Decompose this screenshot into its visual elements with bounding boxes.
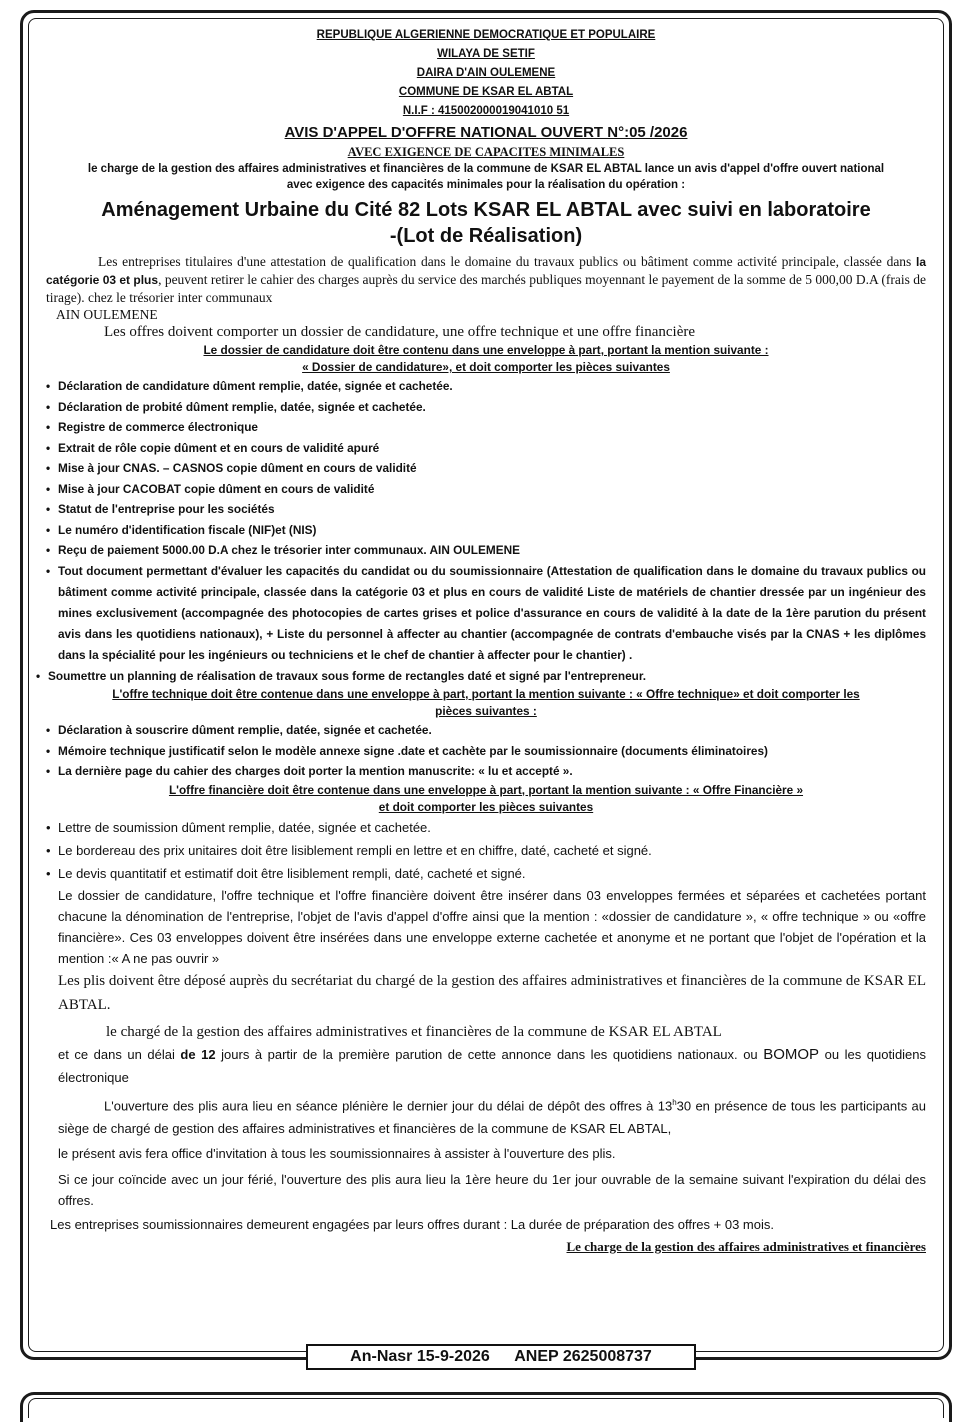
qualification-category: la catégorie 03 et plus — [46, 255, 926, 287]
signature-line: Le charge de la gestion des affaires administratives et financières — [566, 1238, 926, 1254]
publication-footer — [306, 1344, 696, 1370]
qualification-text-1: Les entreprises titulaires d'une attestation de qualification dans le domaine du travaux publics ou bâtiment comme activité principale, classée dans — [98, 254, 916, 269]
header-daira: DAIRA D'AIN OULEMENE — [416, 67, 556, 79]
list-item: • Déclaration de probité dûment remplie, datée, signée et cachetée. — [46, 399, 426, 414]
list-item: • Registre de commerce électronique — [46, 420, 258, 434]
financiere-list — [46, 816, 926, 885]
list-item: • Déclaration à souscrire dûment remplie, datée, signée et cachetée. — [46, 723, 432, 737]
announcement-body — [36, 26, 927, 1257]
list-item: • Mise à jour CACOBAT copie dûment en cours de validité — [46, 481, 375, 496]
qualification-text-2: , peuvent retirer le cahier des charges auprès du service des marchés publiques moyennant le payement de la somme de 5 000,00 D.A (frais de tirage). chez le trésorier inter communaux — [46, 272, 927, 305]
list-item: • Reçu de paiement 5000.00 D.A chez le trésorier inter communaux. AIN OULEMENE — [46, 543, 520, 557]
qualification-paragraph — [46, 253, 926, 306]
delai-paragraph: et ce dans un délai de 12 jours à partir de la première parution de cette annonce dans les quotidiens nationaux. ou BOMOP ou les quotidiens électronique — [58, 1045, 927, 1085]
invitation-paragraph: le présent avis fera office d'invitation à tous les soumissionnaires à assister à l'ouverture des plis. — [58, 1145, 616, 1161]
avis-title: AVIS D'APPEL D'OFFRE NATIONAL OUVERT N°:05 /2026 — [284, 124, 688, 141]
ferie-paragraph: Si ce jour coïncide avec un jour férié, l'ouverture des plis aura lieu la 1ère heure du 1er jour ouvrable de la semaine suivant l'expiration du délai des offres. — [58, 1171, 926, 1208]
list-item: • Mise à jour CNAS. – CASNOS copie dûment en cours de validité — [46, 461, 417, 475]
list-item: • Tout document permettant d'évaluer les capacités du candidat ou du soumissionnaire (Attestation de qualification dans le domaine du travaux publics ou bâtiment comme activité principale, classée dans la catégorie 03 et plus en cours de validité Liste de matériels de chantier dressée par un ingénieur des mines exclusivement (accompagnée des photocopies de cartes grises et police d'assurance en cours de validité à la date de la 1ère parution du présent avis dans les quotidiens nationaux), + Liste du personnel à affecter au chantier (accompagnée de contrats d'embauche visés par la CNAS + les diplômes dans la spécialité pour les ingénieurs ou techniciens et le chef de chantier à affecter pour le chantier) . — [46, 563, 926, 662]
header-nif: N.I.F : 415002000019041010 51 — [402, 105, 570, 117]
project-title — [46, 197, 926, 249]
list-item: • Déclaration de candidature dûment remplie, datée, signée et cachetée. — [46, 379, 453, 393]
offers-intro: Les offres doivent comporter un dossier de candidature, une offre technique et une offre financière — [104, 324, 696, 340]
list-item: • Le devis quantitatif et estimatif doit être lisiblement rempli, daté, cacheté et signé. — [46, 865, 526, 881]
candidature-list — [36, 376, 926, 686]
header-country: REPUBLIQUE ALGERIENNE DEMOCRATIQUE ET POPULAIRE — [316, 29, 656, 41]
list-item: • Le numéro d'identification fiscale (NIF)et (NIS) — [46, 522, 317, 537]
technique-list — [46, 720, 926, 782]
list-item: • Extrait de rôle copie dûment et en cours de validité apuré — [46, 440, 380, 455]
candidature-heading-1: Le dossier de candidature doit être contenu dans une enveloppe à part, portant la mention suivante : — [203, 343, 769, 357]
intro-paragraph: le charge de la gestion des affaires administratives et financières de la commune de KSAR EL ABTAL lance un avis d'appel d'offre ouvert national avec exigence des capacités minimales pour la réalisation du opération : — [87, 163, 885, 191]
list-item: • Statut de l'entreprise pour les sociétés — [46, 502, 275, 516]
list-item: • Mémoire technique justificatif selon le modèle annexe signe .date et cachète par le soumissionnaire (documents éliminatoires) — [46, 743, 768, 758]
ouverture-paragraph: L'ouverture des plis aura lieu en séance plénière le dernier jour du délai de dépôt des offres à 13$^h$30 en présence de tous les participants au siège de chargé de gestion des affaires administratives et financières de la commune de KSAR EL ABTAL, — [58, 1097, 926, 1136]
financiere-heading-2: et doit comporter les pièces suivantes — [378, 799, 594, 814]
header-commune: COMMUNE DE KSAR EL ABTAL — [398, 86, 574, 98]
charge-paragraph: le chargé de la gestion des affaires administratives et financières de la commune de KSAR EL ABTAL — [106, 1023, 722, 1040]
financiere-heading-1: L'offre financière doit être contenue dans une enveloppe à part, portant la mention suivante : « Offre Financière » — [168, 782, 804, 797]
header-wilaya: WILAYA DE SETIF — [437, 48, 535, 60]
technique-heading-1: L'offre technique doit être contenue dans une enveloppe à part, portant la mention suivante : « Offre technique» et doit comporter les — [112, 687, 860, 701]
engagement-paragraph: Les entreprises soumissionnaires demeurent engagées par leurs offres durant : La durée de préparation des offres + 03 mois. — [50, 1216, 774, 1232]
newspaper-date: An-Nasr 15-9-2026 — [350, 1348, 490, 1365]
deposit-paragraph: Les plis doivent être déposé auprès du secrétariat du chargé de la gestion des affaires administratives et financières de la commune de KSAR EL ABTAL. — [58, 972, 926, 1013]
exigence-subtitle: AVEC EXIGENCE DE CAPACITES MINIMALES — [347, 145, 625, 159]
list-item: • Lettre de soumission dûment remplie, datée, signée et cachetée. — [46, 819, 431, 835]
project-title-line-1: Aménagement Urbaine du Cité 82 Lots KSAR EL ABTAL avec suivi en laboratoire — [101, 199, 871, 221]
next-ad-inner-border — [28, 1398, 944, 1418]
list-item: • Soumettre un planning de réalisation de travaux sous forme de rectangles daté et signé par l'entrepreneur. — [36, 668, 647, 683]
project-title-line-2: -(Lot de Réalisation) — [389, 225, 583, 247]
list-item: • Le bordereau des prix unitaires doit être lisiblement rempli en lettre et en chiffre, daté, cacheté et signé. — [46, 842, 652, 858]
envelopes-paragraph: Le dossier de candidature, l'offre technique et l'offre financière doivent être insérer dans 03 enveloppes fermées et séparées et cachetées portant chacune la dénomination de l'entreprise, l'objet de l'avis d'appel d'offre ainsi que la mention : «dossier de candidature », « offre technique » ou «offre financière». Ces 03 enveloppes doivent être insérées dans une enveloppe externe cachetée et anonyme et ne portant que l'objet de l'opération et la mention :« A ne pas ouvrir » — [58, 887, 926, 966]
candidature-heading-2: « Dossier de candidature», et doit comporter les pièces suivantes — [302, 360, 670, 374]
qualification-place: AIN OULEMENE — [56, 307, 158, 322]
technique-heading-2: pièces suivantes : — [435, 704, 537, 718]
list-item: • La dernière page du cahier des charges doit porter la mention manuscrite: « lu et accepté ». — [46, 764, 573, 778]
anep-reference: ANEP 2625008737 — [514, 1348, 652, 1365]
